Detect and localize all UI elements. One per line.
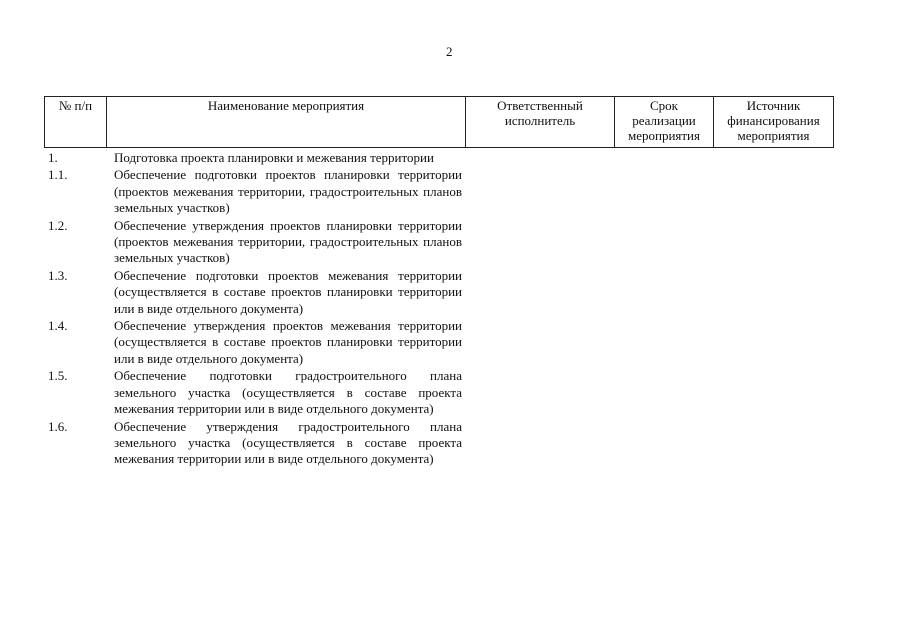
list-item [48,150,468,166]
list-item [48,167,468,216]
item-number: 1.6. [48,418,68,434]
header-cell-term: Срок реализации мероприятия [615,97,714,148]
item-number: 1.3. [48,267,68,283]
item-text: Обеспечение утверждения проектов межевания территории (осуществляется в составе проектов планировки территории или в виде отдельного документа) [114,318,462,366]
list-item [48,218,468,267]
header-cell-responsible: Ответственный исполнитель [466,97,615,148]
item-number: 1.4. [48,318,68,334]
list-item [48,368,468,417]
list-item [48,268,468,317]
header-cell-source: Источник финансирования мероприятия [714,97,834,148]
item-text: Подготовка проекта планировки и межевания территории [114,150,434,165]
item-number: 1.5. [48,368,68,384]
activities-list [48,150,468,469]
item-text: Обеспечение утверждения градостроительного плана земельного участка (осуществляется в составе проекта межевания территории или в виде отдельного документа) [114,418,462,467]
item-text: Обеспечение подготовки проектов планировки территории (проектов межевания территории, градостроительных планов земельных участков) [114,167,462,216]
item-number: 1.1. [48,167,68,183]
list-item [48,419,468,468]
item-text: Обеспечение подготовки проектов межевания территории (осуществляется в составе проектов планировки территории или в виде отдельного документа) [114,267,462,316]
header-cell-name: Наименование мероприятия [107,97,466,148]
page-number: 2 [446,44,453,59]
header-cell-number: № п/п [45,97,107,148]
list-item [48,318,468,367]
item-text: Обеспечение утверждения проектов планировки территории (проектов межевания территории, градостроительных планов земельных участков) [114,217,462,266]
table-header [44,96,834,148]
item-number: 1.2. [48,217,68,233]
item-text: Обеспечение подготовки градостроительного плана земельного участка (осуществляется в составе проекта межевания территории или в виде отдельного документа) [114,368,462,417]
item-number: 1. [48,150,58,165]
